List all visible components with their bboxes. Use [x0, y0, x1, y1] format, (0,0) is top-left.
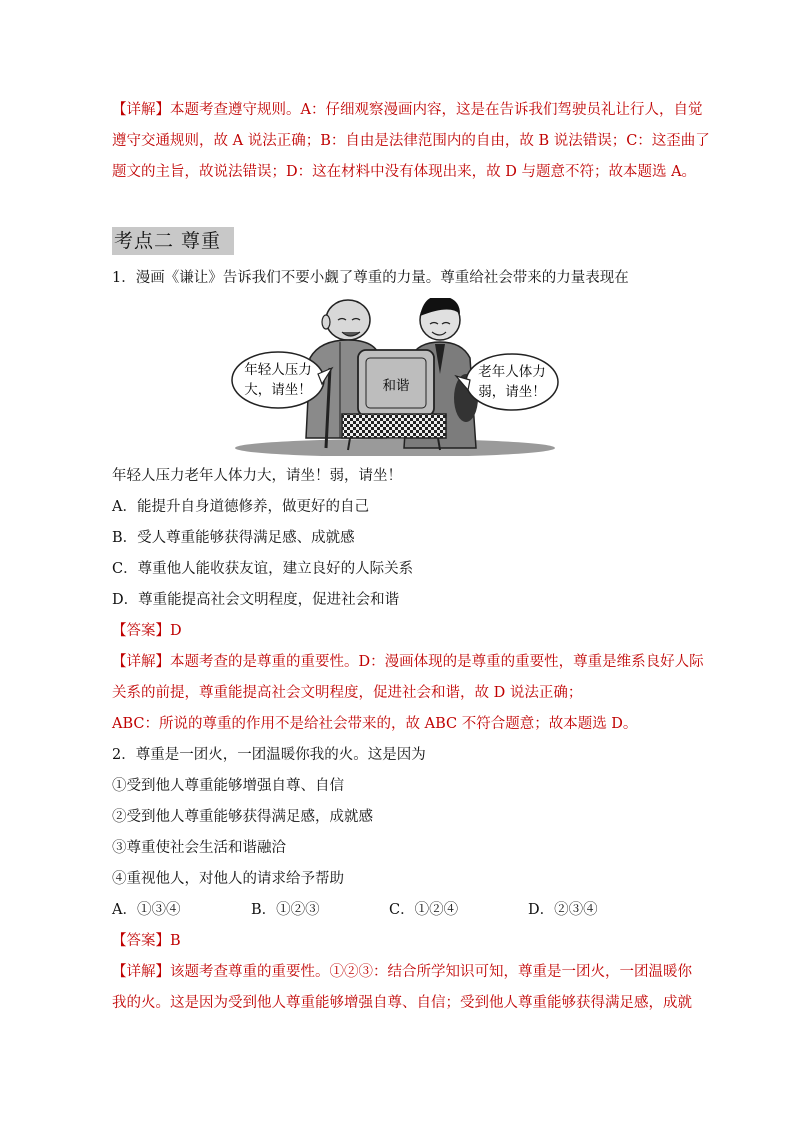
cartoon-illustration: [230, 298, 560, 456]
right-speech-bubble: [466, 354, 558, 410]
left-speech-bubble: [232, 352, 324, 408]
q2-detail-line-2: 我的火。这是因为受到他人尊重能够增强自尊、自信；受到他人尊重能够获得满足感，成就: [112, 995, 692, 1011]
section-heading: 考点二 尊重: [112, 227, 234, 255]
q2-item-2: ②受到他人尊重能够获得满足感，成就感: [112, 809, 373, 825]
q1-option-a: A．能提升自身道德修养，做更好的自己: [112, 499, 369, 515]
q2-option-a: A．①③④: [112, 902, 181, 918]
q1-detail-line-3: ABC：所说的尊重的作用不是给社会带来的，故 ABC 不符合题意；故本题选 D。: [112, 716, 638, 732]
q2-item-3: ③尊重使社会生活和谐融洽: [112, 840, 286, 856]
right-bubble-line-1: 老年人体力: [478, 364, 546, 380]
detail-tag: 【详解】: [112, 654, 170, 670]
detail-tag: 【详解】: [112, 102, 170, 118]
detail-text: 本题考查的是尊重的重要性。D：漫画体现的是尊重的重要性，尊重是维系良好人际: [170, 654, 704, 670]
right-bubble-line-2: 弱，请坐！: [478, 384, 546, 400]
seat-label: 和谐: [382, 378, 410, 394]
question-1-stem: 1．漫画《谦让》告诉我们不要小觑了尊重的力量。尊重给社会带来的力量表现在: [112, 270, 629, 286]
cartoon-caption: 年轻人压力老年人体力大，请坐！弱，请坐！: [112, 468, 402, 484]
detail-tag: 【详解】: [112, 964, 170, 980]
left-bubble-line-1: 年轻人压力: [244, 362, 312, 378]
detail-text: 本题考查遵守规则。A：仔细观察漫画内容，这是在告诉我们驾驶员礼让行人，自觉: [170, 102, 703, 118]
detail-line-1: [112, 100, 702, 120]
q1-detail-line-1: [112, 652, 704, 672]
q1-detail-line-2: 关系的前提，尊重能提高社会文明程度，促进社会和谐，故 D 说法正确；: [112, 685, 583, 701]
q2-option-b: B．①②③: [251, 902, 320, 918]
detail-line-2: 遵守交通规则，故 A 说法正确；B：自由是法律范围内的自由，故 B 说法错误；C：这歪曲了: [112, 133, 710, 149]
q1-option-c: C．尊重他人能收获友谊，建立良好的人际关系: [112, 561, 414, 577]
q1-option-b: B．受人尊重能够获得满足感、成就感: [112, 530, 355, 546]
q2-option-c: C．①②④: [389, 902, 459, 918]
q2-answer: 【答案】B: [112, 933, 181, 949]
q2-item-1: ①受到他人尊重能够增强自尊、自信: [112, 778, 344, 794]
question-2-stem: 2．尊重是一团火，一团温暖你我的火。这是因为: [112, 747, 426, 763]
q2-option-d: D．②③④: [528, 902, 598, 918]
detail-text: 该题考查尊重的重要性。①②③：结合所学知识可知，尊重是一团火，一团温暖你: [170, 964, 692, 980]
seat-figure: [342, 350, 446, 450]
q2-detail-line-1: [112, 962, 692, 982]
left-bubble-line-2: 大，请坐！: [244, 382, 312, 398]
q1-answer: 【答案】D: [112, 623, 182, 639]
q1-option-d: D．尊重能提高社会文明程度，促进社会和谐: [112, 592, 400, 608]
detail-line-3: 题文的主旨，故说法错误；D：这在材料中没有体现出来，故 D 与题意不符；故本题选 A。: [112, 164, 697, 180]
q2-item-4: ④重视他人，对他人的请求给予帮助: [112, 871, 344, 887]
